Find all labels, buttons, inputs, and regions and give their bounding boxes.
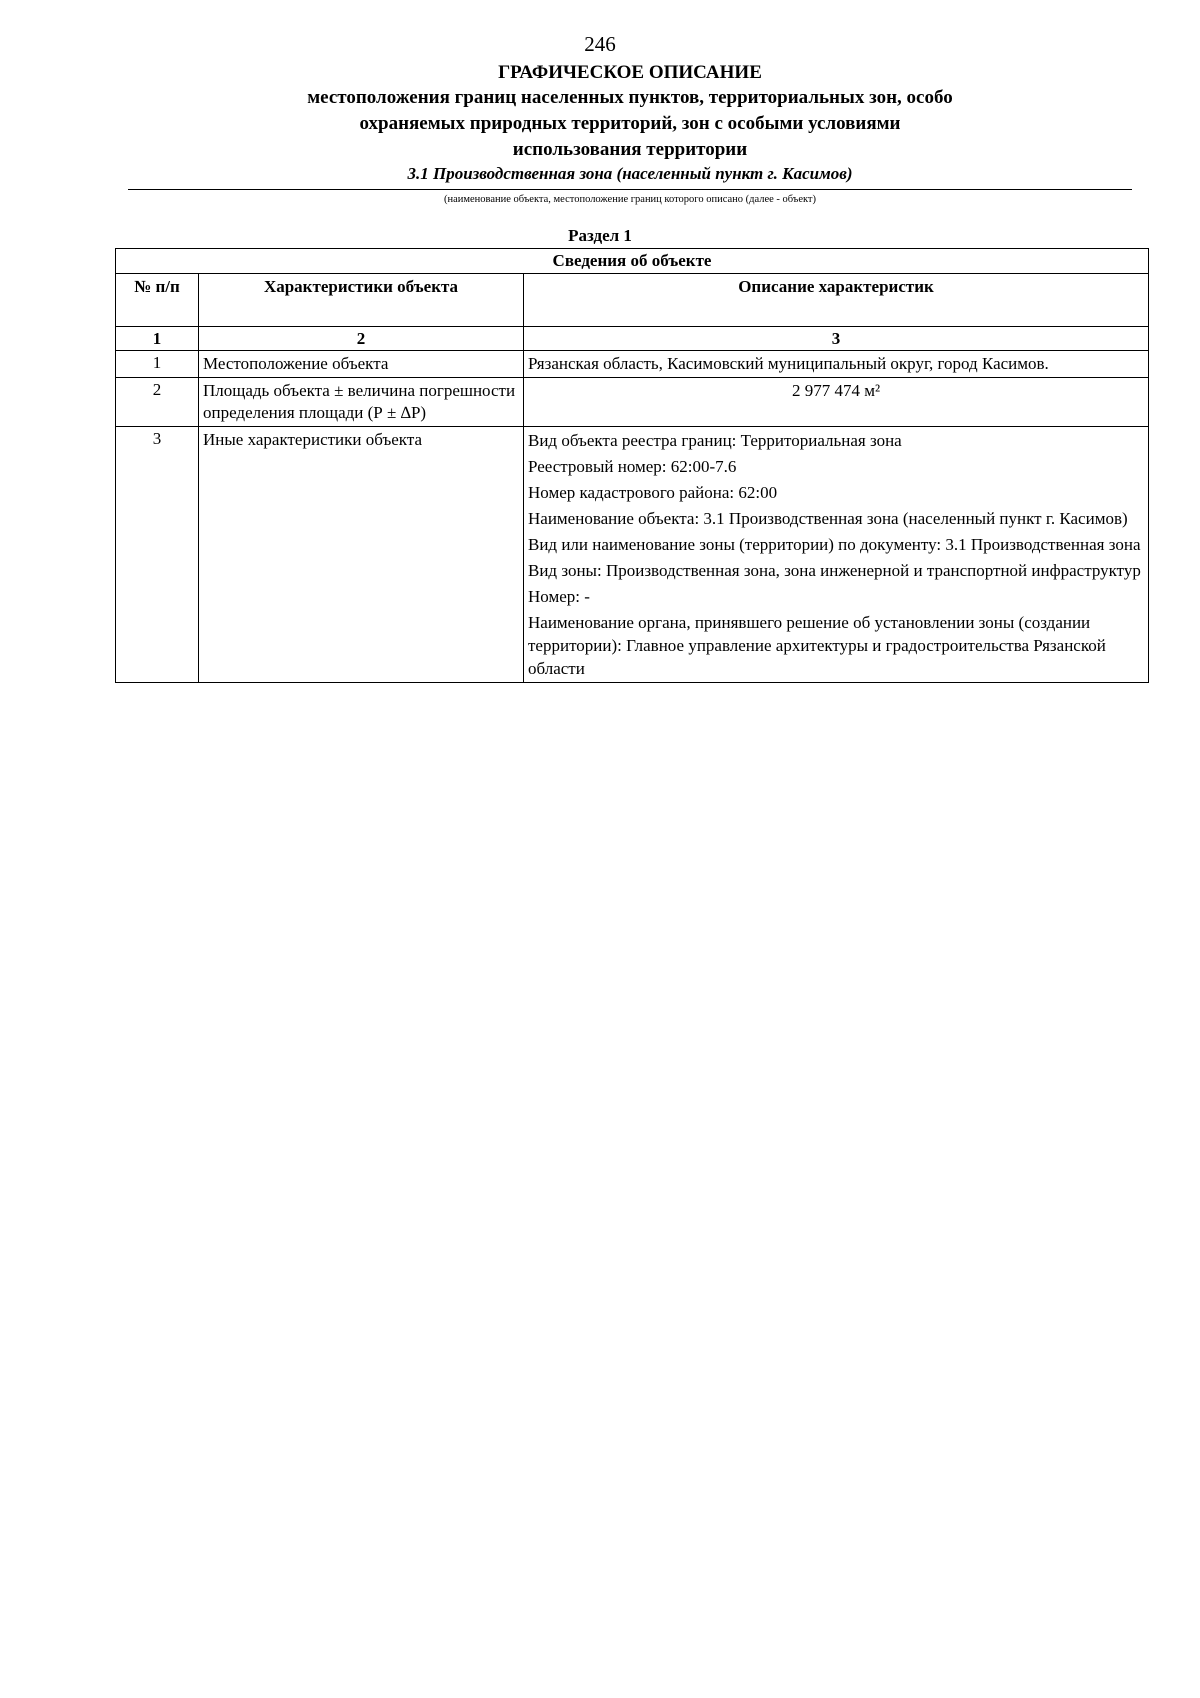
row-characteristic: Иные характеристики объекта <box>199 427 524 683</box>
table-caption: Сведения об объекте <box>116 249 1149 274</box>
description-line: Вид объекта реестра границ: Территориальная зона <box>528 431 902 450</box>
column-numbers-row <box>116 327 1149 351</box>
column-number: 3 <box>524 327 1149 351</box>
row-number: 2 <box>116 378 199 427</box>
row-characteristic: Площадь объекта ± величина погрешности определения площади (Р ± ∆Р) <box>199 378 524 427</box>
description-line: Номер кадастрового района: 62:00 <box>528 483 778 502</box>
description-line: Наименование органа, принявшего решение об установлении зоны (создании территории): Главное управление архитектуры и градостроительства Рязанской области <box>528 613 1106 678</box>
row-number: 1 <box>116 351 199 378</box>
column-number: 1 <box>116 327 199 351</box>
document-subtitle: местоположения границ населенных пунктов, территориальных зон, особо охраняемых природных территорий, зон с особыми условиями использования территории <box>307 87 953 160</box>
object-name-underline <box>128 189 1132 190</box>
section-title: Раздел 1 <box>568 226 632 245</box>
column-number: 2 <box>199 327 524 351</box>
document-header <box>120 60 1140 163</box>
table-row <box>116 427 1149 683</box>
description-line: Наименование объекта: 3.1 Производственная зона (населенный пункт г. Касимов) <box>528 509 1128 528</box>
description-line: Вид зоны: Производственная зона, зона инженерной и транспортной инфраструктур <box>528 561 1141 580</box>
description-line: Номер: - <box>528 587 590 606</box>
column-header-characteristic: Характеристики объекта <box>199 274 524 327</box>
description-line: Реестровый номер: 62:00-7.6 <box>528 457 737 476</box>
table-caption-row <box>116 249 1149 274</box>
object-name-caption: (наименование объекта, местоположение границ которого описано (далее - объект) <box>443 194 817 205</box>
row-description <box>524 427 1149 683</box>
object-name: 3.1 Производственная зона (населенный пункт г. Касимов) <box>407 164 853 183</box>
column-header-description: Описание характеристик <box>524 274 1149 327</box>
row-description: Рязанская область, Касимовский муниципальный округ, город Касимов. <box>524 351 1149 378</box>
row-description: 2 977 474 м² <box>524 378 1149 427</box>
document-title: ГРАФИЧЕСКОЕ ОПИСАНИЕ <box>498 62 762 83</box>
object-info-table <box>115 248 1149 683</box>
row-characteristic: Местоположение объекта <box>199 351 524 378</box>
table-row <box>116 351 1149 378</box>
page-number: 246 <box>584 32 616 56</box>
row-number: 3 <box>116 427 199 683</box>
table-row <box>116 378 1149 427</box>
description-line: Вид или наименование зоны (территории) по документу: 3.1 Производственная зона <box>528 535 1141 554</box>
column-header-num: № п/п <box>116 274 199 327</box>
table-header-row <box>116 274 1149 327</box>
